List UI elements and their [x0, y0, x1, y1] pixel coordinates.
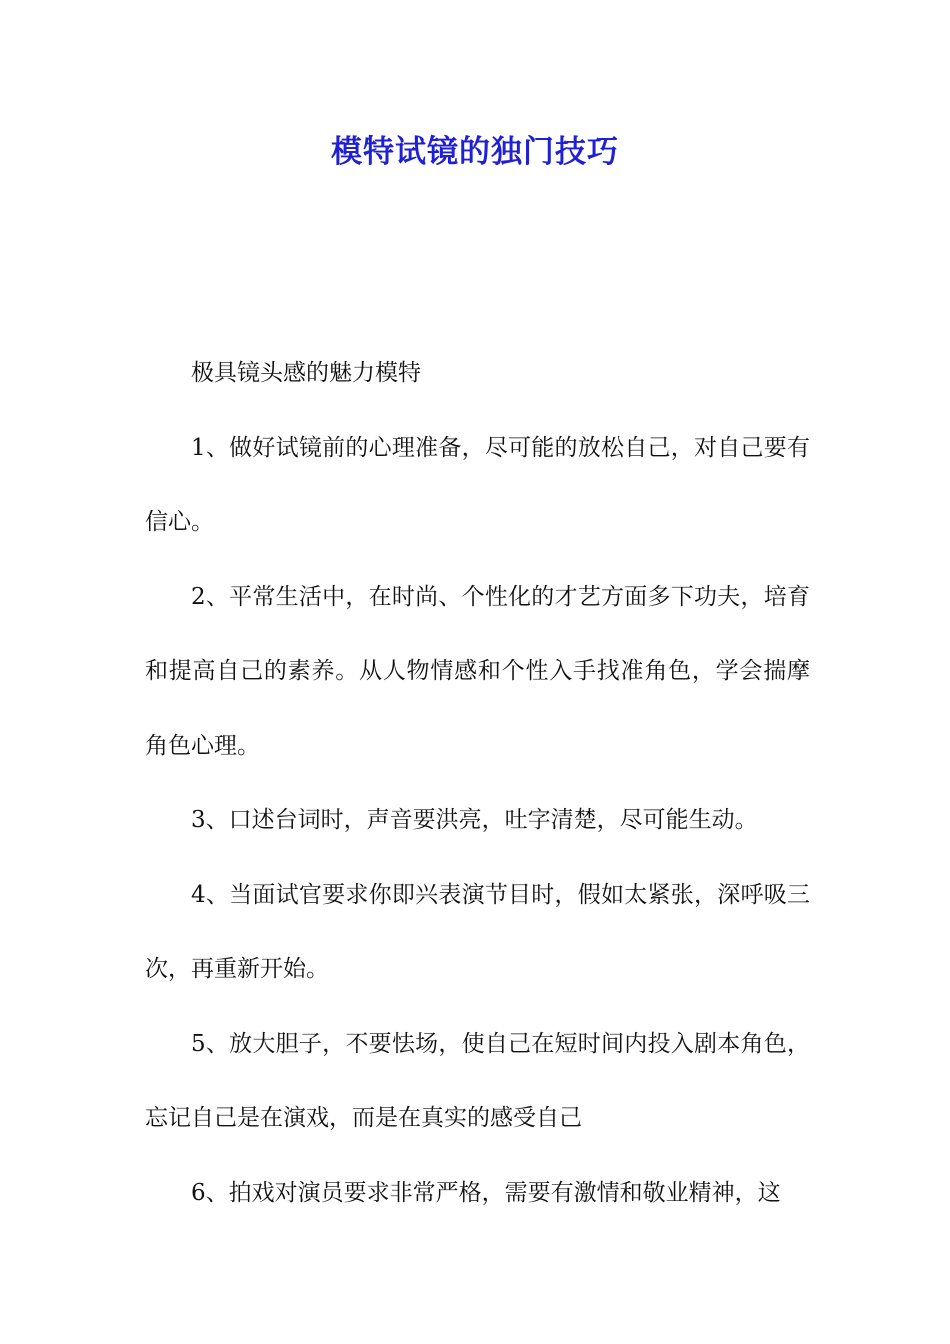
document-title: 模特试镜的独门技巧	[331, 134, 619, 170]
document-body	[145, 336, 810, 1230]
paragraph-tip-3: 3、口述台词时，声音要洪亮，吐字清楚，尽可能生动。	[191, 807, 758, 833]
paragraph-tip-4: 4、当面试官要求你即兴表演节目时，假如太紧张，深呼吸三次，再重新开始。	[145, 881, 810, 982]
paragraph-tip-1: 1、做好试镜前的心理准备，尽可能的放松自己，对自己要有信心。	[145, 434, 810, 535]
paragraph-tip-2: 2、平常生活中，在时尚、个性化的才艺方面多下功夫，培育和提高自己的素养。从人物情感和个性入手找准角色，学会揣摩角色心理。	[145, 583, 810, 759]
paragraph-tip-6: 6、拍戏对演员要求非常严格，需要有激情和敬业精神，这	[191, 1179, 781, 1206]
paragraph-caption: 极具镜头感的魅力模特	[191, 360, 421, 386]
paragraph-tip-5: 5、放大胆子，不要怯场，使自己在短时间内投入剧本角色，忘记自己是在演戏，而是在真实的感受自己	[145, 1030, 810, 1131]
